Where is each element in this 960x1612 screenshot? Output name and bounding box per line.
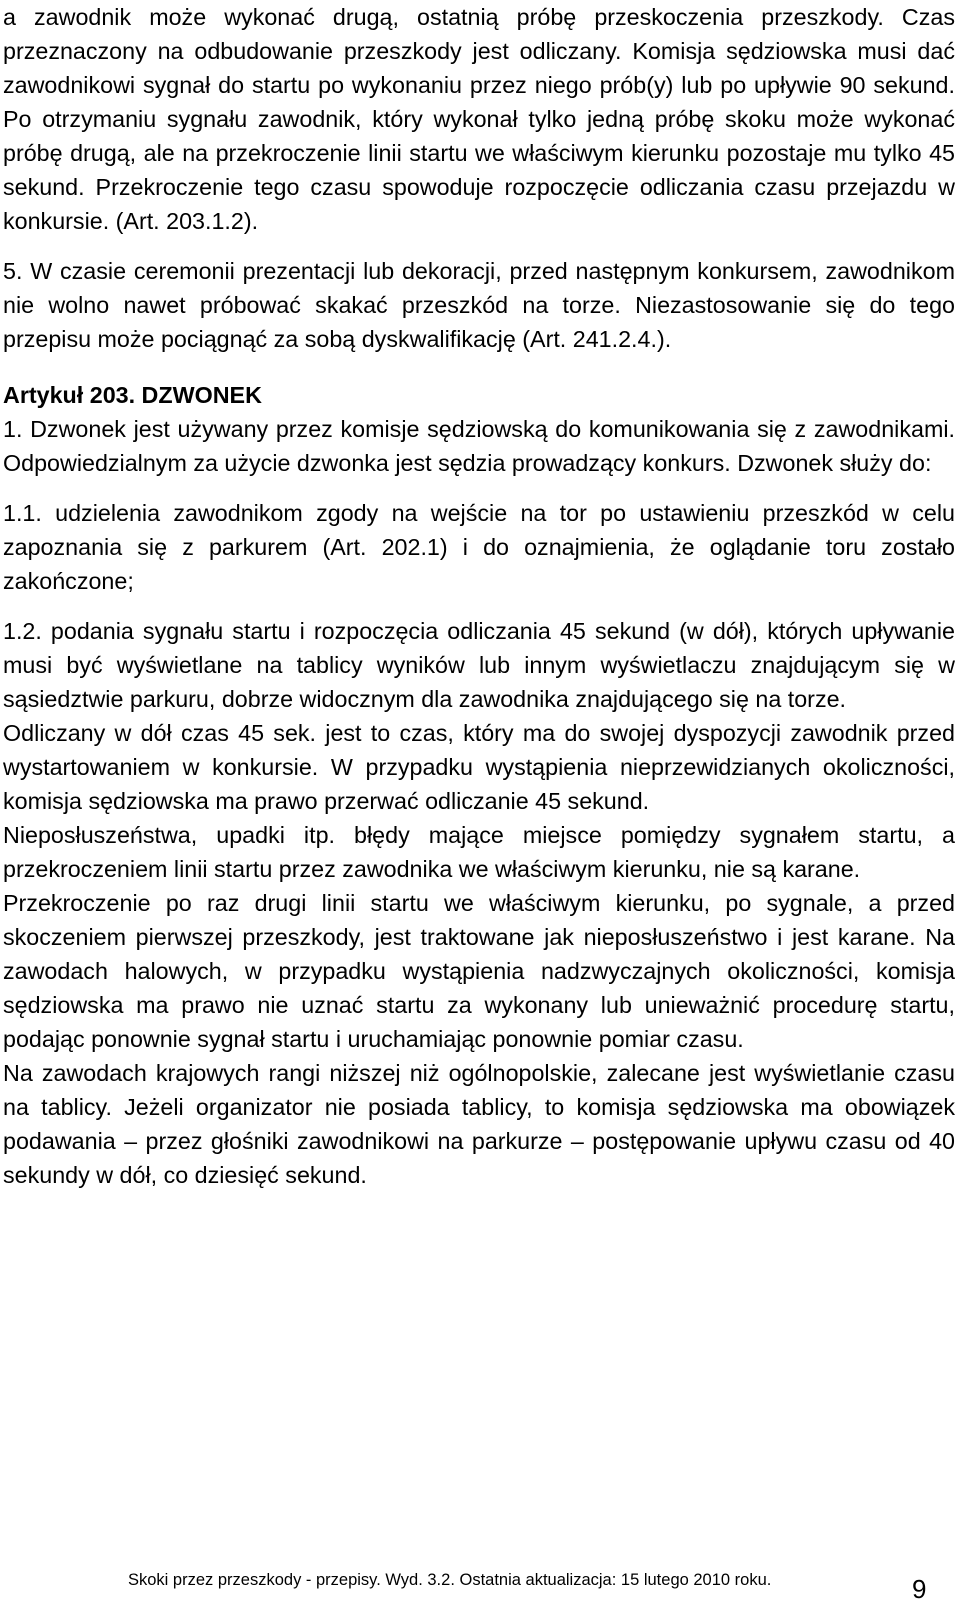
paragraph-point-1: 1. Dzwonek jest używany przez komisje sędziowską do komunikowania się z zawodnikami. Odpowiedzialnym za użycie dzwonka jest sędzia prowadzący konkurs. Dzwonek służy do: <box>3 416 955 476</box>
page-footer: Skoki przez przeszkody - przepisy. Wyd. 3.2. Ostatnia aktualizacja: 15 lutego 2010 roku. <box>128 1571 772 1589</box>
page-number: 9 <box>912 1574 927 1604</box>
paragraph-faults: Nieposłuszeństwa, upadki itp. błędy mające miejsce pomiędzy sygnałem startu, a przekroczeniem linii startu przez zawodnika we właściwym kierunku, nie są karane. <box>3 822 955 882</box>
paragraph-gap <box>3 480 955 496</box>
document-page <box>3 0 955 1192</box>
paragraph-second-crossing: Przekroczenie po raz drugi linii startu we właściwym kierunku, po sygnale, a przed skoczeniem pierwszej przeszkody, jest traktowane jak nieposłuszeństwo i jest karane. Na zawodach halowych, w przypadku wystąpienia nadzwyczajnych okoliczności, komisja sędziowska ma prawo nie uznać startu za wykonany lub unieważnić procedurę startu, podając ponownie sygnał startu i uruchamiając ponownie pomiar czasu. <box>3 890 955 1052</box>
paragraph-national-events: Na zawodach krajowych rangi niższej niż ogólnopolskie, zalecane jest wyświetlanie czasu na tablicy. Jeżeli organizator nie posiada tablicy, to komisja sędziowska ma obowiązek podawania – przez głośniki zawodnikowi na parkurze – postępowanie upływu czasu od 40 sekundy w dół, co dziesięć sekund. <box>3 1060 955 1188</box>
paragraph-point-1-2: 1.2. podania sygnału startu i rozpoczęcia odliczania 45 sekund (w dół), których upływanie musi być wyświetlane na tablicy wyników lub innym wyświetlaczu znajdującym się w sąsiedztwie parkuru, dobrze widocznym dla zawodnika znajdującego się na torze. <box>3 618 955 712</box>
paragraph-point-1-1: 1.1. udzielenia zawodnikom zgody na wejście na tor po ustawieniu przeszkód w celu zapoznania się z parkurem (Art. 202.1) i do oznajmienia, że oglądanie toru zostało zakończone; <box>3 500 955 594</box>
paragraph-countdown: Odliczany w dół czas 45 sek. jest to czas, który ma do swojej dyspozycji zawodnik przed wystartowaniem w konkursie. W przypadku wystąpienia nieprzewidzianych okoliczności, komisja sędziowska ma prawo przerwać odliczanie 45 sekund. <box>3 720 955 814</box>
article-heading: Artykuł 203. DZWONEK <box>3 382 262 408</box>
paragraph-gap <box>3 598 955 614</box>
paragraph-continuation: a zawodnik może wykonać drugą, ostatnią próbę przeskoczenia przeszkody. Czas przeznaczony na odbudowanie przeszkody jest odliczany. Komisja sędziowska musi dać zawodnikowi sygnał do startu po wykonaniu przez niego prób(y) lub po upływie 90 sekund. Po otrzymaniu sygnału zawodnik, który wykonał tylko jedną próbę skoku może wykonać próbę drugą, ale na przekroczenie linii startu we właściwym kierunku pozostaje mu tylko 45 sekund. Przekroczenie tego czasu spowoduje rozpoczęcie odliczania czasu przejazdu w konkursie. (Art. 203.1.2). <box>3 4 955 234</box>
paragraph-gap <box>3 238 955 254</box>
paragraph-point-5: 5. W czasie ceremonii prezentacji lub dekoracji, przed następnym konkursem, zawodnikom nie wolno nawet próbować skakać przeszkód na torze. Niezastosowanie się do tego przepisu może pociągnąć za sobą dyskwalifikację (Art. 241.2.4.). <box>3 258 955 352</box>
section-gap <box>3 356 955 378</box>
